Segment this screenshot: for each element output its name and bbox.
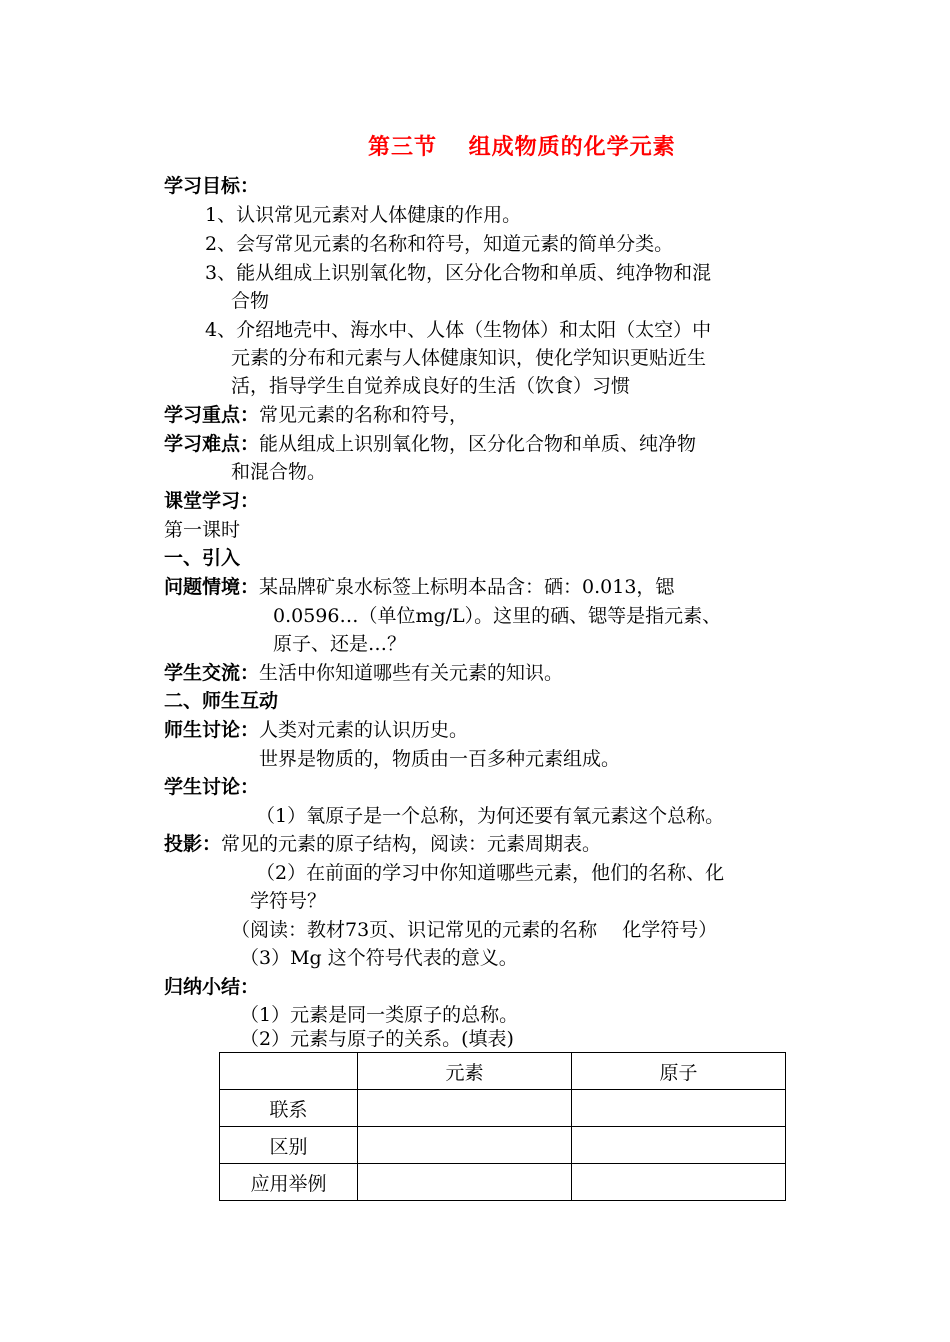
student-discussion-label: 学生讨论： [164,776,260,798]
objective-item: 1、认识常见元素对人体健康的作用。 [205,204,522,226]
objective-item: 3、能从组成上识别氧化物，区分化合物和单质、纯净物和混 [205,262,712,284]
summary-item-2: （2）元素与原子的关系。(填表) [240,1028,514,1050]
scenario-text-2: 0.0596…（单位mg/L）。这里的硒、锶等是指元素、 [273,605,722,627]
table-row [220,1164,786,1201]
table-cell [358,1090,572,1127]
key-point [164,401,468,429]
objective-item: 合物 [231,290,270,312]
element-atom-table [219,1052,786,1201]
projection-q3: （3）Mg 这个符号代表的意义。 [240,947,518,969]
classroom-heading: 课堂学习： [164,490,260,512]
teacher-discussion [164,716,468,744]
table-cell [358,1127,572,1164]
objective-item: 2、会写常见元素的名称和符号，知道元素的简单分类。 [205,233,674,255]
table-row-label: 区别 [220,1127,358,1164]
section-intro: 一、引入 [164,547,241,569]
teacher-discussion-text-2: 世界是物质的，物质由一百多种元素组成。 [259,748,621,770]
scenario-label: 问题情境： [164,576,260,598]
projection-reading: （阅读：教材73页、识记常见的元素的名称 化学符号） [231,919,718,941]
summary-item-1: （1）元素是同一类原子的总称。 [240,1004,519,1026]
summary-label: 归纳小结： [164,976,260,998]
objective-item: 4、介绍地壳中、海水中、人体（生物体）和太阳（太空）中 [205,319,712,341]
teacher-discussion-text: 人类对元素的认识历史。 [259,719,469,741]
table-row [220,1127,786,1164]
difficulty-text: 能从组成上识别氧化物，区分化合物和单质、纯净物 [259,433,697,455]
projection-label: 投影： [164,833,222,855]
table-cell [358,1164,572,1201]
table-header-row [220,1053,786,1090]
projection [164,830,601,858]
key-point-label: 学习重点： [164,404,260,426]
table-header-cell: 原子 [572,1053,786,1090]
projection-text: 常见的元素的原子结构，阅读：元素周期表。 [221,833,602,855]
table-row-label: 联系 [220,1090,358,1127]
table-cell [572,1127,786,1164]
difficulty-label: 学习难点： [164,433,260,455]
section-interaction: 二、师生互动 [164,690,279,712]
student-exchange-label: 学生交流： [164,662,260,684]
teacher-discussion-label: 师生讨论： [164,719,260,741]
table-cell [572,1164,786,1201]
lesson-label: 第一课时 [164,519,241,541]
table-row [220,1090,786,1127]
scenario-text: 某品牌矿泉水标签上标明本品含：硒：0.013，锶 [259,576,675,598]
scenario [164,573,674,601]
difficulty [164,430,696,458]
table-header-cell [220,1053,358,1090]
table-cell [572,1090,786,1127]
projection-q2-cont: 学符号？ [250,890,327,912]
objective-item: 活，指导学生自觉养成良好的生活（饮食）习惯 [231,375,631,397]
student-exchange [164,659,563,687]
table-row-label: 应用举例 [220,1164,358,1201]
student-exchange-text: 生活中你知道哪些有关元素的知识。 [259,662,564,684]
page-title: 第三节 组成物质的化学元素 [368,134,676,160]
difficulty-text-2: 和混合物。 [231,461,327,483]
objective-item: 元素的分布和元素与人体健康知识，使化学知识更贴近生 [231,347,707,369]
key-point-text: 常见元素的名称和符号， [259,404,469,426]
projection-q2: （2）在前面的学习中你知道哪些元素，他们的名称、化 [256,862,725,884]
scenario-text-3: 原子、还是…？ [273,633,407,655]
student-discussion-q1: （1）氧原子是一个总称，为何还要有氧元素这个总称。 [256,805,725,827]
objectives-heading: 学习目标： [164,175,260,197]
table-header-cell: 元素 [358,1053,572,1090]
